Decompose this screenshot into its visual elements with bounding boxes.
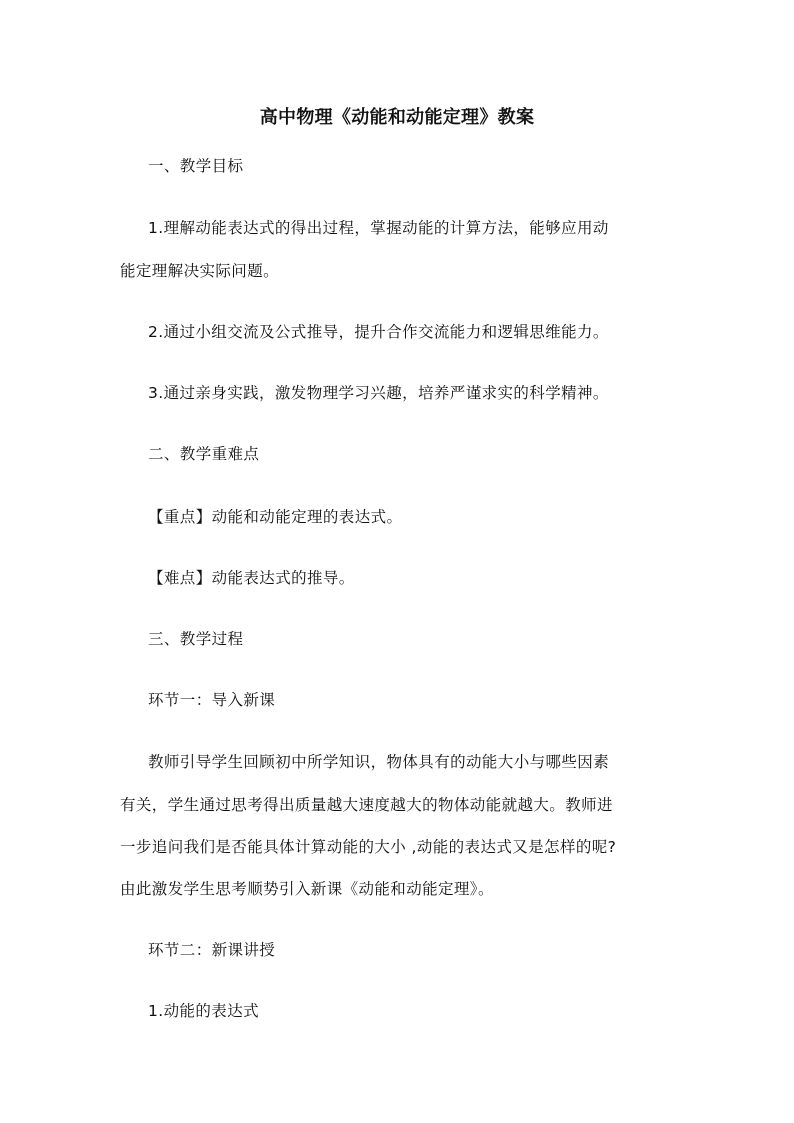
goal-1-line-1: 1.理解动能表达式的得出过程，掌握动能的计算方法，能够应用动: [148, 219, 609, 237]
goal-3: 3.通过亲身实践，激发物理学习兴趣，培养严谨求实的科学精神。: [148, 384, 609, 402]
goal-2: 2.通过小组交流及公式推导，提升合作交流能力和逻辑思维能力。: [148, 323, 609, 341]
section-heading-teaching-goals: 一、教学目标: [148, 157, 244, 175]
step-2-heading: 环节二：新课讲授: [148, 941, 276, 959]
subsection-heading-kinetic-energy-expression: 1.动能的表达式: [148, 1002, 259, 1020]
document-title: 高中物理《动能和动能定理》教案: [259, 107, 535, 128]
key-point: 【重点】动能和动能定理的表达式。: [148, 508, 403, 526]
paragraph-1-line-4: 由此激发学生思考顺势引入新课《动能和动能定理》。: [120, 880, 494, 898]
paragraph-1-line-2: 有关，学生通过思考得出质量越大速度越大的物体动能就越大。教师进: [120, 796, 613, 814]
step-1-heading: 环节一：导入新课: [148, 691, 276, 709]
paragraph-1-line-1: 教师引导学生回顾初中所学知识，物体具有的动能大小与哪些因素: [148, 753, 610, 771]
paragraph-1-line-3: 一步追问我们是否能具体计算动能的大小 ,动能的表达式又是怎样的呢?: [120, 838, 617, 856]
difficult-point: 【难点】动能表达式的推导。: [148, 569, 355, 587]
section-heading-teaching-process: 三、教学过程: [148, 630, 244, 648]
goal-1-line-2: 能定理解决实际问题。: [120, 262, 280, 280]
section-heading-key-difficult-points: 二、教学重难点: [148, 445, 260, 463]
